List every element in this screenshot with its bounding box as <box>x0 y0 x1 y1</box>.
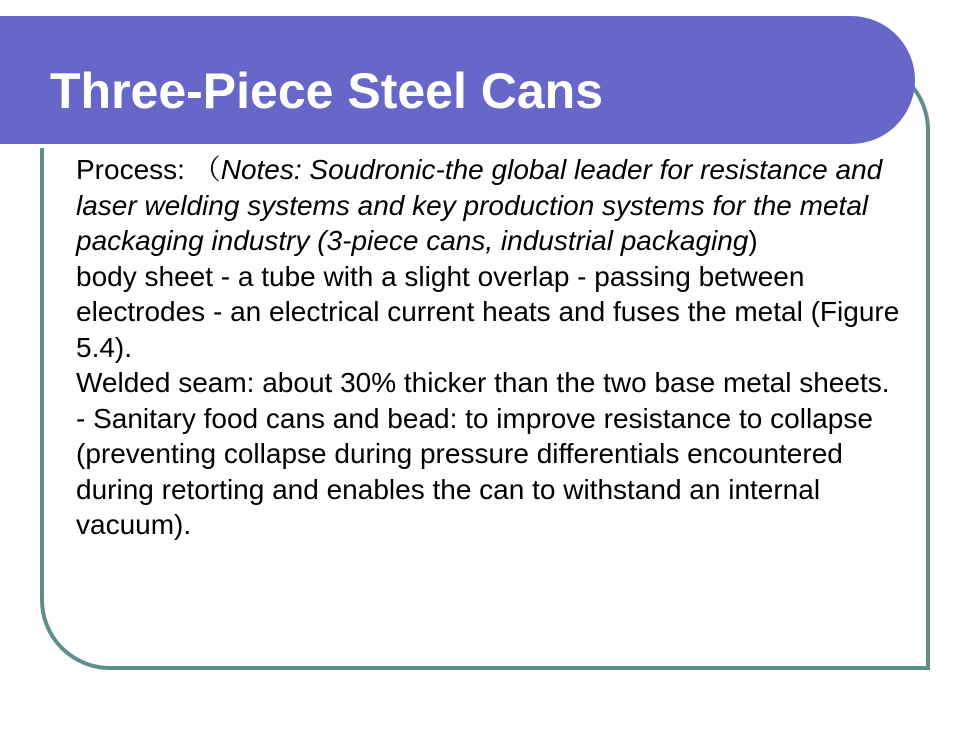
notes-close-paren: ) <box>748 225 758 256</box>
body-sheet-paragraph: body sheet - a tube with a slight overlap - passing between electrodes - an electrical current heats and fuses the metal (Figure 5.4). <box>76 260 900 363</box>
slide-title: Three-Piece Steel Cans <box>50 63 604 119</box>
process-paragraph <box>76 152 916 259</box>
title-bar <box>0 16 915 144</box>
sanitary-cans-paragraph: - Sanitary food cans and bead: to improve resistance to collapse (preventing collapse during pressure differentials encountered during retorting and enables the can to withstand an internal vacuum). <box>76 402 873 540</box>
title-underline <box>0 144 865 148</box>
notes-text: Notes: Soudronic-the global leader for resistance and laser welding systems and key production systems for the metal packaging industry (3-piece cans, industrial packaging <box>76 154 883 256</box>
welded-seam-paragraph: Welded seam: about 30% thicker than the two base metal sheets. <box>76 367 890 398</box>
notes-open-paren: （ <box>192 154 221 185</box>
process-label: Process: <box>76 154 193 185</box>
body-text <box>76 152 916 543</box>
